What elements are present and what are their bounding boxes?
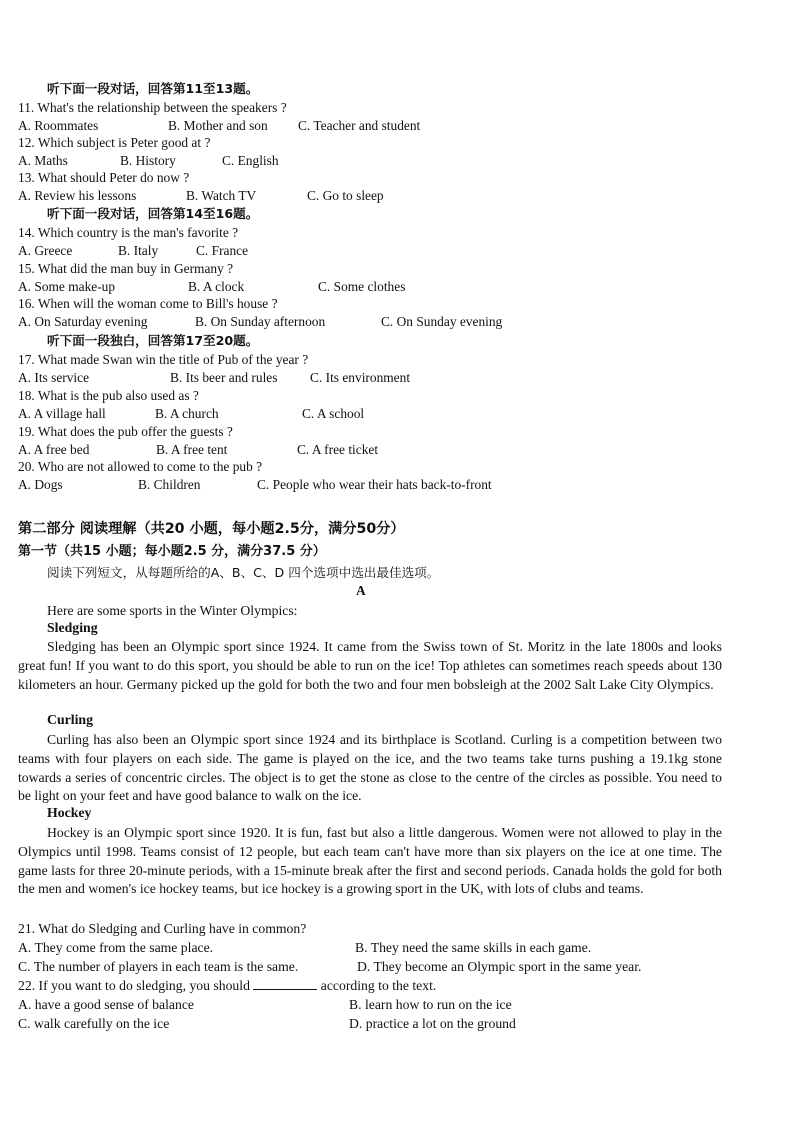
passage-label: A <box>356 583 366 598</box>
option-a: A. A free bed <box>18 442 90 457</box>
option-b: B. Children <box>138 477 201 492</box>
question-22-stem: 22. If you want to do sledging, you should <box>18 978 250 993</box>
option-b: B. History <box>120 153 176 168</box>
sledging-heading: Sledging <box>47 620 98 635</box>
option-a: A. They come from the same place. <box>18 940 214 955</box>
option-b: B. Mother and son <box>168 118 268 133</box>
option-c: C. Teacher and student <box>298 118 421 133</box>
option-a: A. A village hall <box>18 406 106 421</box>
question-18: 18. What is the pub also used as ? <box>18 388 199 403</box>
question-17: 17. What made Swan win the title of Pub of the year ? <box>18 352 309 367</box>
option-b: B. They need the same skills in each game. <box>355 940 592 955</box>
option-a: A. have a good sense of balance <box>18 997 194 1012</box>
listening-instruction-2: 听下面一段对话，回答第14至16题。 <box>47 206 259 221</box>
question-16: 16. When will the woman come to Bill's house ? <box>18 296 278 311</box>
option-b: B. A clock <box>188 279 245 294</box>
question-22-options-row2 <box>18 1015 718 1032</box>
question-19-options <box>18 441 718 458</box>
option-c: C. France <box>196 243 249 258</box>
option-c: C. People who wear their hats back-to-front <box>257 477 492 492</box>
option-c: C. On Sunday evening <box>381 314 503 329</box>
option-b: B. Italy <box>118 243 159 258</box>
question-18-options <box>18 405 718 422</box>
option-c: C. English <box>222 153 279 168</box>
curling-heading: Curling <box>47 712 93 727</box>
question-15: 15. What did the man buy in Germany ? <box>18 261 234 276</box>
question-14-options <box>18 242 718 259</box>
option-a: A. Roommates <box>18 118 99 133</box>
question-11-options <box>18 117 718 134</box>
question-17-options <box>18 369 718 386</box>
question-16-options <box>18 313 718 330</box>
option-c: C. Go to sleep <box>307 188 384 203</box>
question-22 <box>18 977 436 994</box>
reading-directions: 阅读下列短文，从每题所给的A、B、C、D 四个选项中选出最佳选项。 <box>47 565 440 580</box>
option-a: A. Dogs <box>18 477 63 492</box>
question-21-options-row2 <box>18 958 718 975</box>
question-22-tail: according to the text. <box>320 978 437 993</box>
option-d: D. practice a lot on the ground <box>349 1016 516 1031</box>
option-a: A. Its service <box>18 370 90 385</box>
question-13-options <box>18 187 718 204</box>
question-14: 14. Which country is the man's favorite ? <box>18 225 239 240</box>
option-c: C. walk carefully on the ice <box>18 1016 170 1031</box>
listening-instruction-3: 听下面一段独白，回答第17至20题。 <box>47 333 259 348</box>
section-one-title: 第一节（共15 小题；每小题2.5 分，满分37.5 分） <box>18 544 326 559</box>
question-11: 11. What's the relationship between the speakers ? <box>18 100 287 115</box>
question-19: 19. What does the pub offer the guests ? <box>18 424 233 439</box>
option-a: A. Greece <box>18 243 73 258</box>
question-12-options <box>18 152 718 169</box>
sledging-paragraph: Sledging has been an Olympic sport since 1924. It came from the Swiss town of St. Moritz in the late 1800s and looks great fun! If you want to do this sport, you should be able to run on the ice! Top athletes can sometimes reach speeds about 130 kilometers an hour. Germany picked up the gold for both the two and four men bobsleigh at the 2002 Salt Lake City Olympics. <box>18 639 722 692</box>
hockey-paragraph: Hockey is an Olympic sport since 1920. It is fun, fast but also a little dangerous. Women were not allowed to play in the Olympics until 1998. Teams consist of 12 people, but each team can't have more than six players on the ice at one time. The game lasts for three 20-minute periods, with a 15-minute break after the first and second periods. Canada holds the gold for both the men and women's ice hockey teams, but ice hockey is a growing sport in the UK, with lots of clubs and teams. <box>18 825 722 897</box>
option-b: B. Its beer and rules <box>170 370 278 385</box>
answer-blank <box>253 978 317 990</box>
passage-intro: Here are some sports in the Winter Olympics: <box>47 603 298 618</box>
question-15-options <box>18 278 718 295</box>
question-13: 13. What should Peter do now ? <box>18 170 190 185</box>
hockey-heading: Hockey <box>47 805 92 820</box>
question-12: 12. Which subject is Peter good at ? <box>18 135 211 150</box>
option-d: D. They become an Olympic sport in the same year. <box>357 959 642 974</box>
option-c: C. A free ticket <box>297 442 379 457</box>
option-b: B. A church <box>155 406 219 421</box>
option-a: A. Review his lessons <box>18 188 137 203</box>
option-b: B. A free tent <box>156 442 228 457</box>
question-20: 20. Who are not allowed to come to the pub ? <box>18 459 263 474</box>
question-21: 21. What do Sledging and Curling have in common? <box>18 921 307 936</box>
option-c: C. A school <box>302 406 365 421</box>
part-two-title: 第二部分 阅读理解（共20 小题，每小题2.5分，满分50分） <box>18 521 405 537</box>
option-b: B. learn how to run on the ice <box>349 997 512 1012</box>
question-20-options <box>18 476 718 493</box>
listening-instruction-1: 听下面一段对话，回答第11至13题。 <box>47 81 259 96</box>
curling-paragraph: Curling has also been an Olympic sport since 1924 and its birthplace is Scotland. Curling is a competition between two teams with four players on each side. The game is played on the ice, and the two teams take turns pushing a 19.1kg stone towards a series of concentric circles. The object is to get the stone as close to the centre of the circles as possible. You need to be light on your feet and have good balance to walk on the ice. <box>18 732 722 804</box>
option-b: B. On Sunday afternoon <box>195 314 326 329</box>
option-a: A. Some make-up <box>18 279 116 294</box>
option-b: B. Watch TV <box>186 188 257 203</box>
option-c: C. Its environment <box>310 370 411 385</box>
option-c: C. Some clothes <box>318 279 406 294</box>
question-21-options-row1 <box>18 939 718 956</box>
option-a: A. Maths <box>18 153 68 168</box>
option-a: A. On Saturday evening <box>18 314 148 329</box>
option-c: C. The number of players in each team is the same. <box>18 959 299 974</box>
question-22-options-row1 <box>18 996 718 1013</box>
